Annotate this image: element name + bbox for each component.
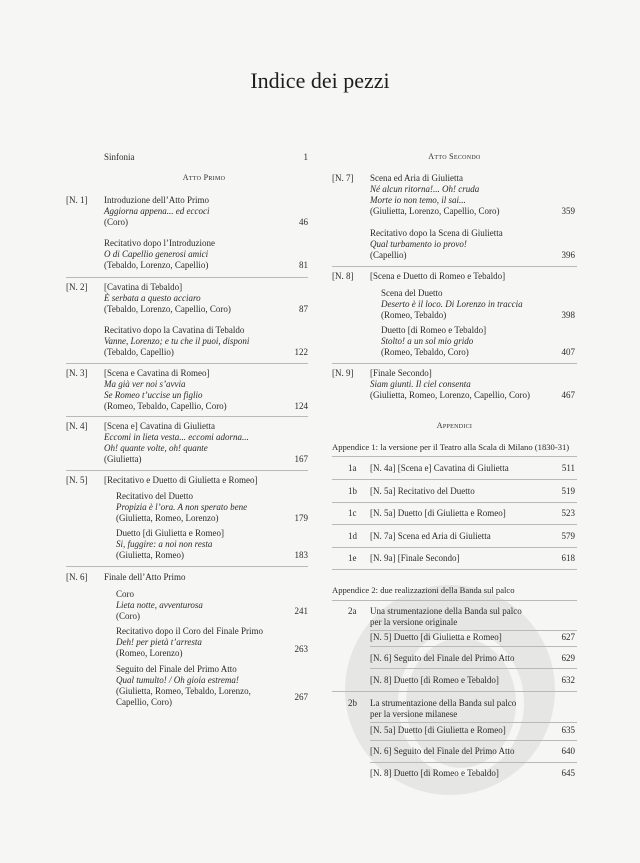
- n3-page: 124: [294, 401, 308, 411]
- divider: [370, 646, 577, 647]
- app1-item-number: 1b: [348, 486, 357, 496]
- app1-item-title: [N. 5a] Duetto [di Giulietta e Romeo]: [370, 508, 506, 518]
- divider: [370, 762, 577, 763]
- n9-page: 467: [561, 390, 575, 400]
- n5-a-page: 179: [294, 513, 308, 523]
- divider: [370, 740, 577, 741]
- n6-c-cast-1: (Giulietta, Romeo, Tebaldo, Lorenzo,: [116, 686, 251, 696]
- n5-a-title: Recitativo del Duetto: [116, 491, 193, 501]
- n6-b-incipit: Deh! per pietà t’arresta: [116, 637, 202, 647]
- divider: [370, 722, 577, 723]
- app1-item-title: [N. 7a] Scena ed Aria di Giulietta: [370, 531, 491, 541]
- app2b-item-page: 640: [561, 746, 575, 756]
- n4-incipit-2: Oh! quante volte, oh! quante: [104, 443, 208, 453]
- divider: [66, 277, 308, 278]
- n2-incipit: È serbata a questo acciaro: [104, 293, 201, 303]
- divider: [66, 566, 308, 567]
- sinfonia-page: 1: [303, 152, 308, 162]
- n2-sub-title: Recitativo dopo la Cavatina di Tebaldo: [104, 325, 245, 335]
- n6-a-cast: (Coro): [116, 611, 140, 621]
- n5-title: [Recitativo e Duetto di Giulietta e Romeo]: [104, 475, 258, 485]
- n6-title: Finale dell’Atto Primo: [104, 572, 186, 582]
- n7-sub-cast: (Capellio): [370, 250, 407, 260]
- n7-title: Scena ed Aria di Giulietta: [370, 173, 463, 183]
- n7-sub-page: 396: [561, 250, 575, 260]
- n5-b-page: 183: [294, 550, 308, 560]
- app1-item-title: [N. 4a] [Scena e] Cavatina di Giulietta: [370, 463, 509, 473]
- n7-incipit-1: Né alcun ritorna!... Oh! cruda: [370, 184, 480, 194]
- n6-c-title: Seguito del Finale del Primo Atto: [116, 664, 237, 674]
- divider: [332, 479, 577, 480]
- n6-b-title: Recitativo dopo il Coro del Finale Primo: [116, 626, 263, 636]
- n7-cast: (Giulietta, Lorenzo, Capellio, Coro): [370, 206, 500, 216]
- n3-cast: (Romeo, Tebaldo, Capellio, Coro): [104, 401, 227, 411]
- n6-a-incipit: Lieta notte, avventurosa: [116, 600, 203, 610]
- divider: [332, 569, 577, 570]
- page-title: Indice dei pezzi: [250, 68, 390, 93]
- n4-page: 167: [294, 454, 308, 464]
- n7-incipit-2: Morte io non temo, il sai...: [370, 195, 466, 205]
- n3-incipit-1: Ma già ver noi s’avvia: [104, 379, 186, 389]
- appendix-2-label: Appendice 2: due realizzazioni della Banda sul palco: [332, 585, 515, 595]
- divider: [66, 470, 308, 471]
- n6-a-page: 241: [294, 606, 308, 616]
- n6-b-cast: (Romeo, Lorenzo): [116, 648, 183, 658]
- n7-sub-title: Recitativo dopo la Scena di Giulietta: [370, 228, 503, 238]
- n1-number: [N. 1]: [66, 195, 88, 205]
- app2b-item-title: [N. 8] Duetto [di Romeo e Tebaldo]: [370, 768, 499, 778]
- app1-item-number: 1d: [348, 531, 357, 541]
- app2a-item-title: [N. 8] Duetto [di Romeo e Tebaldo]: [370, 675, 499, 685]
- app1-item-page: 519: [561, 486, 575, 496]
- n9-title: [Finale Secondo]: [370, 368, 432, 378]
- n3-number: [N. 3]: [66, 368, 88, 378]
- app1-item-page: 579: [561, 531, 575, 541]
- n2-title: [Cavatina di Tebaldo]: [104, 282, 183, 292]
- divider: [332, 502, 577, 503]
- n8-a-cast: (Romeo, Tebaldo): [381, 310, 447, 320]
- n8-a-title: Scena del Duetto: [381, 288, 443, 298]
- n9-cast: (Giulietta, Romeo, Lorenzo, Capellio, Coro): [370, 390, 530, 400]
- n6-c-incipit: Qual tumulto! / Oh gioia estrema!: [116, 675, 239, 685]
- app2a-title-1: Una strumentazione della Banda sul palco: [370, 606, 522, 616]
- app1-item-page: 618: [561, 553, 575, 563]
- n6-number: [N. 6]: [66, 572, 88, 582]
- n5-number: [N. 5]: [66, 475, 88, 485]
- n3-title: [Scena e Cavatina di Romeo]: [104, 368, 210, 378]
- n9-number: [N. 9]: [332, 368, 354, 378]
- sinfonia-label: Sinfonia: [104, 152, 135, 162]
- app2a-item-page: 627: [561, 632, 575, 642]
- n8-title: [Scena e Duetto di Romeo e Tebaldo]: [370, 271, 506, 281]
- app2a-item-title: [N. 6] Seguito del Finale del Primo Atto: [370, 653, 515, 663]
- app2b-title-1: La strumentazione della Banda sul palco: [370, 698, 517, 708]
- divider: [370, 668, 577, 669]
- n8-a-incipit: Deserto è il loco. Di Lorenzo in traccia: [381, 299, 523, 309]
- appendix-1-label: Appendice 1: la versione per il Teatro alla Scala di Milano (1830-31): [332, 442, 570, 452]
- n8-a-page: 398: [561, 310, 575, 320]
- n6-c-cast-2: Capellio, Coro): [116, 697, 172, 707]
- n5-a-cast: (Giulietta, Romeo, Lorenzo): [116, 513, 219, 523]
- n8-b-title: Duetto [di Romeo e Tebaldo]: [381, 325, 487, 335]
- n1-title: Introduzione dell’Atto Primo: [104, 195, 209, 205]
- app2b-item-title: [N. 6] Seguito del Finale del Primo Atto: [370, 746, 515, 756]
- divider: [332, 266, 577, 267]
- n1-sub-title: Recitativo dopo l’Introduzione: [104, 238, 215, 248]
- app1-item-title: [N. 9a] [Finale Secondo]: [370, 553, 460, 563]
- app1-item-number: 1c: [348, 508, 357, 518]
- divider: [332, 363, 577, 364]
- divider: [332, 600, 577, 601]
- app2a-number: 2a: [348, 606, 357, 616]
- n4-incipit-1: Eccomi in lieta vesta... eccomi adorna...: [104, 432, 249, 442]
- app1-item-number: 1a: [348, 463, 357, 473]
- n8-b-incipit: Stolto! a un sol mio grido: [381, 336, 474, 346]
- app2b-item-title: [N. 5a] Duetto [di Giulietta e Romeo]: [370, 725, 506, 735]
- n8-b-page: 407: [561, 347, 575, 357]
- divider: [66, 416, 308, 417]
- app1-item-page: 523: [561, 508, 575, 518]
- n1-cast: (Coro): [104, 217, 128, 227]
- app2a-item-title: [N. 5] Duetto [di Giulietta e Romeo]: [370, 632, 502, 642]
- n8-b-cast: (Romeo, Tebaldo, Coro): [381, 347, 469, 357]
- app2a-item-page: 629: [561, 653, 575, 663]
- n2-sub-incipit: Vanne, Lorenzo; e tu che il puoi, disponi: [104, 336, 250, 346]
- app2b-title-2: per la versione milanese: [370, 709, 458, 719]
- n4-number: [N. 4]: [66, 421, 88, 431]
- n5-b-cast: (Giulietta, Romeo): [116, 550, 184, 560]
- n4-title: [Scena e] Cavatina di Giulietta: [104, 421, 215, 431]
- n2-number: [N. 2]: [66, 282, 88, 292]
- n5-b-title: Duetto [di Giulietta e Romeo]: [116, 528, 224, 538]
- divider: [370, 630, 577, 631]
- appendici-heading: Appendici: [436, 421, 473, 430]
- n6-b-page: 263: [294, 644, 308, 654]
- n7-number: [N. 7]: [332, 173, 354, 183]
- divider: [332, 547, 577, 548]
- divider: [66, 363, 308, 364]
- n2-cast: (Tebaldo, Lorenzo, Capellio, Coro): [104, 304, 231, 314]
- n3-incipit-2: Se Romeo t’uccise un figlio: [104, 390, 203, 400]
- n4-cast: (Giulietta): [104, 454, 142, 464]
- atto-secondo-heading: Atto Secondo: [428, 152, 481, 161]
- n1-page: 46: [299, 217, 308, 227]
- app1-item-page: 511: [561, 463, 575, 473]
- n5-b-incipit: Si, fuggire: a noi non resta: [116, 539, 213, 549]
- n6-c-page: 267: [294, 692, 308, 702]
- n1-sub-cast: (Tebaldo, Lorenzo, Capellio): [104, 260, 209, 270]
- divider: [332, 691, 577, 692]
- app2b-number: 2b: [348, 698, 357, 708]
- app2b-item-page: 645: [561, 768, 575, 778]
- app2a-title-2: per la versione originale: [370, 617, 458, 627]
- app2b-item-page: 635: [561, 725, 575, 735]
- n1-incipit: Aggiorna appena... ed eccoci: [104, 206, 210, 216]
- n6-a-title: Coro: [116, 589, 134, 599]
- n2-page: 87: [299, 304, 308, 314]
- app1-item-number: 1e: [348, 553, 357, 563]
- n1-sub-page: 81: [299, 260, 308, 270]
- n7-page: 359: [561, 206, 575, 216]
- n7-sub-incipit: Qual turbamento io provo!: [370, 239, 467, 249]
- n2-sub-page: 122: [294, 347, 308, 357]
- n9-incipit: Siam giunti. Il ciel consenta: [370, 379, 471, 389]
- n2-sub-cast: (Tebaldo, Capellio): [104, 347, 174, 357]
- n8-number: [N. 8]: [332, 271, 354, 281]
- divider: [332, 456, 577, 457]
- app2a-item-page: 632: [561, 675, 575, 685]
- app1-item-title: [N. 5a] Recitativo del Duetto: [370, 486, 475, 496]
- n5-a-incipit: Propizia è l’ora. A non sperato bene: [116, 502, 248, 512]
- divider: [332, 524, 577, 525]
- atto-primo-heading: Atto Primo: [182, 173, 226, 182]
- n1-sub-incipit: O di Capellio generosi amici: [104, 249, 209, 259]
